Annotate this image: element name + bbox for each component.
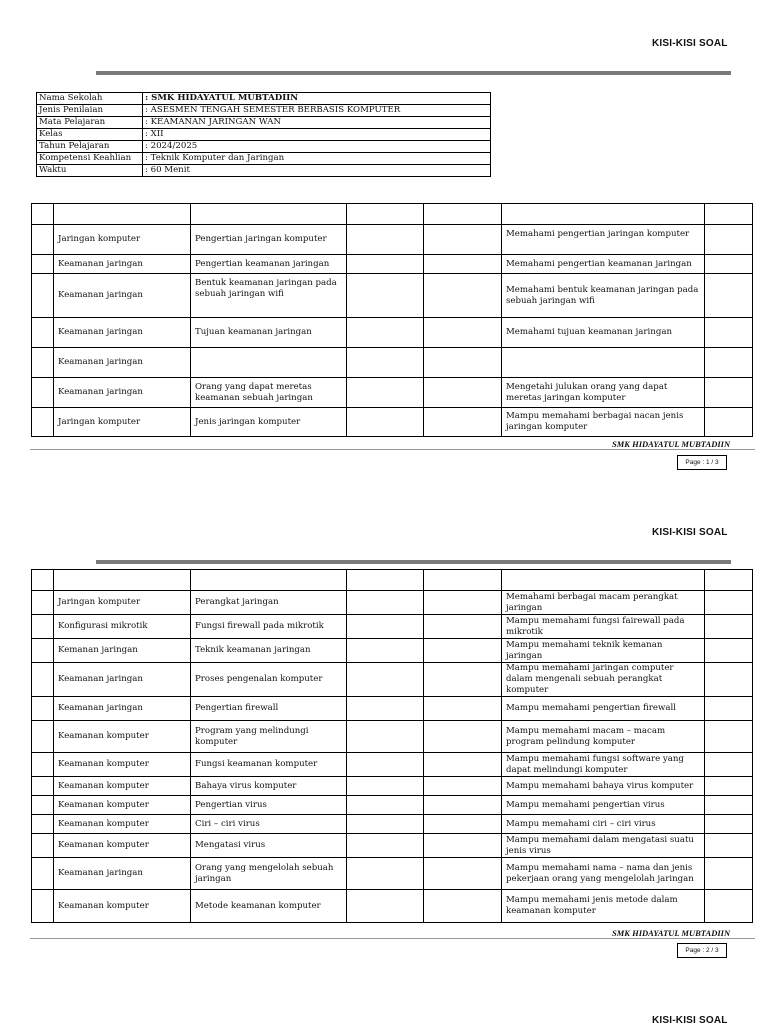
table-row <box>32 591 753 615</box>
table-row <box>32 697 753 721</box>
school-info-table <box>36 92 491 177</box>
materi-cell: Keamanan jaringan <box>54 318 191 348</box>
materi-cell: Keamanan komputer <box>54 777 191 796</box>
header-cell <box>424 204 502 225</box>
indikator-cell: Proses pengenalan komputer <box>191 663 347 697</box>
table-row <box>32 890 753 923</box>
tujuan-cell: Memahami pengertian jaringan komputer <box>502 225 705 255</box>
table-row <box>32 348 753 378</box>
info-label: Tahun Pelajaran <box>37 141 143 153</box>
indikator-cell: Metode keamanan komputer <box>191 890 347 923</box>
table-row <box>32 777 753 796</box>
info-label: Waktu <box>37 165 143 177</box>
info-row <box>37 105 491 117</box>
indikator-cell: Ciri – ciri virus <box>191 815 347 834</box>
tujuan-cell: Mampu memahami dalam mengatasi suatu jenis virus <box>502 834 705 858</box>
materi-cell: Jaringan komputer <box>54 591 191 615</box>
tujuan-cell: Mampu memahami jaringan computer dalam mengenali sebuah perangkat komputer <box>502 663 705 697</box>
page2-school-footer: SMK HIDAYATUL MUBTADIIN <box>612 928 731 938</box>
table-row <box>32 753 753 777</box>
table-row <box>32 274 753 318</box>
table-row <box>32 858 753 890</box>
tujuan-cell: Mampu memahami jenis metode dalam keamanan komputer <box>502 890 705 923</box>
table-row <box>32 408 753 437</box>
info-value: : SMK HIDAYATUL MUBTADIIN <box>143 93 491 105</box>
header-cell <box>191 204 347 225</box>
materi-cell: Keamanan komputer <box>54 796 191 815</box>
indikator-cell: Fungsi firewall pada mikrotik <box>191 615 347 639</box>
table-header-row <box>32 570 753 591</box>
info-value: : 60 Menit <box>143 165 491 177</box>
page1-school-footer: SMK HIDAYATUL MUBTADIIN <box>612 439 731 449</box>
header-cell <box>54 204 191 225</box>
materi-cell: Keamanan jaringan <box>54 348 191 378</box>
tujuan-cell: Memahami pengertian keamanan jaringan <box>502 255 705 274</box>
page1-header-rule <box>96 71 731 75</box>
info-value: : KEAMANAN JARINGAN WAN <box>143 117 491 129</box>
indikator-cell: Jenis jaringan komputer <box>191 408 347 437</box>
table-row <box>32 834 753 858</box>
tujuan-cell: Mampu memahami nama – nama dan jenis pekerjaan orang yang mengelolah jaringan <box>502 858 705 890</box>
materi-cell: Jaringan komputer <box>54 225 191 255</box>
info-value: : Teknik Komputer dan Jaringan <box>143 153 491 165</box>
materi-cell: Keamanan komputer <box>54 753 191 777</box>
table-row <box>32 615 753 639</box>
tujuan-cell: Mampu memahami macam – macam program pelindung komputer <box>502 721 705 753</box>
materi-cell: Keamanan jaringan <box>54 378 191 408</box>
materi-cell: Keamanan jaringan <box>54 274 191 318</box>
header-cell <box>502 204 705 225</box>
info-row <box>37 93 491 105</box>
indikator-cell: Orang yang mengelolah sebuah jaringan <box>191 858 347 890</box>
page3-doc-title: KISI-KISI SOAL <box>652 1015 728 1026</box>
materi-cell: Kemanan jaringan <box>54 639 191 663</box>
tujuan-cell: Mampu memahami fungsi software yang dapat melindungi komputer <box>502 753 705 777</box>
info-row <box>37 141 491 153</box>
tujuan-cell: Mampu memahami berbagai nacan jenis jaringan komputer <box>502 408 705 437</box>
tujuan-cell: Mampu memahami ciri – ciri virus <box>502 815 705 834</box>
indikator-cell: Tujuan keamanan jaringan <box>191 318 347 348</box>
indikator-cell: Pengertian jaringan komputer <box>191 225 347 255</box>
header-cell <box>54 570 191 591</box>
page1-doc-title: KISI-KISI SOAL <box>652 38 728 49</box>
info-row <box>37 153 491 165</box>
table-row <box>32 255 753 274</box>
tujuan-cell <box>502 348 705 378</box>
materi-cell: Keamanan jaringan <box>54 697 191 721</box>
materi-cell: Keamanan komputer <box>54 721 191 753</box>
table-row <box>32 639 753 663</box>
table-row <box>32 318 753 348</box>
tujuan-cell: Mampu memahami pengertian virus <box>502 796 705 815</box>
materi-cell: Konfigurasi mikrotik <box>54 615 191 639</box>
tujuan-cell: Memahami tujuan keamanan jaringan <box>502 318 705 348</box>
info-value: : 2024/2025 <box>143 141 491 153</box>
indikator-cell: Program yang melindungi komputer <box>191 721 347 753</box>
info-label: Jenis Penilaian <box>37 105 143 117</box>
indikator-cell: Fungsi keamanan komputer <box>191 753 347 777</box>
header-cell <box>705 204 753 225</box>
indikator-cell: Pengertian keamanan jaringan <box>191 255 347 274</box>
info-label: Nama Sekolah <box>37 93 143 105</box>
page2-doc-title: KISI-KISI SOAL <box>652 527 728 538</box>
info-value: : XII <box>143 129 491 141</box>
tujuan-cell: Mengetahi julukan orang yang dapat meretas jaringan komputer <box>502 378 705 408</box>
materi-cell: Keamanan komputer <box>54 890 191 923</box>
tujuan-cell: Mampu memahami teknik kemanan jaringan <box>502 639 705 663</box>
header-cell <box>347 204 424 225</box>
header-cell <box>32 204 54 225</box>
table-row <box>32 815 753 834</box>
info-label: Kelas <box>37 129 143 141</box>
indikator-cell: Bahaya virus komputer <box>191 777 347 796</box>
page2-page-number: Page : 2 / 3 <box>677 943 727 958</box>
materi-cell: Keamanan komputer <box>54 815 191 834</box>
materi-cell: Keamanan jaringan <box>54 255 191 274</box>
table-row <box>32 663 753 697</box>
materi-cell: Keamanan jaringan <box>54 663 191 697</box>
indikator-cell: Mengatasi virus <box>191 834 347 858</box>
tujuan-cell: Memahami berbagai macam perangkat jaringan <box>502 591 705 615</box>
header-cell <box>32 570 54 591</box>
table-row <box>32 378 753 408</box>
table-row <box>32 225 753 255</box>
table-row <box>32 721 753 753</box>
page1-grid-table <box>31 203 753 437</box>
indikator-cell <box>191 348 347 378</box>
tujuan-cell: Mampu memahami fungsi fairewall pada mikrotik <box>502 615 705 639</box>
table-header-row <box>32 204 753 225</box>
table-row <box>32 796 753 815</box>
indikator-cell: Bentuk keamanan jaringan pada sebuah jaringan wifi <box>191 274 347 318</box>
page1-footer-rule <box>30 449 755 450</box>
tujuan-cell: Mampu memahami bahaya virus komputer <box>502 777 705 796</box>
indikator-cell: Orang yang dapat meretas keamanan sebuah jaringan <box>191 378 347 408</box>
info-label: Kompetensi Keahlian <box>37 153 143 165</box>
indikator-cell: Teknik keamanan jaringan <box>191 639 347 663</box>
indikator-cell: Pengertian virus <box>191 796 347 815</box>
header-cell <box>347 570 424 591</box>
page2-footer-rule <box>30 938 755 939</box>
tujuan-cell: Memahami bentuk keamanan jaringan pada sebuah jaringan wifi <box>502 274 705 318</box>
header-cell <box>191 570 347 591</box>
header-cell <box>705 570 753 591</box>
header-cell <box>424 570 502 591</box>
info-label: Mata Pelajaran <box>37 117 143 129</box>
info-row <box>37 165 491 177</box>
materi-cell: Keamanan jaringan <box>54 858 191 890</box>
tujuan-cell: Mampu memahami pengertian firewall <box>502 697 705 721</box>
indikator-cell: Perangkat jaringan <box>191 591 347 615</box>
header-cell <box>502 570 705 591</box>
page2-grid-table <box>31 569 753 923</box>
info-row <box>37 117 491 129</box>
materi-cell: Keamanan komputer <box>54 834 191 858</box>
page2-header-rule <box>96 560 731 564</box>
materi-cell: Jaringan komputer <box>54 408 191 437</box>
info-value: : ASESMEN TENGAH SEMESTER BERBASIS KOMPUTER <box>143 105 491 117</box>
info-row <box>37 129 491 141</box>
indikator-cell: Pengertian firewall <box>191 697 347 721</box>
page1-page-number: Page : 1 / 3 <box>677 455 727 470</box>
